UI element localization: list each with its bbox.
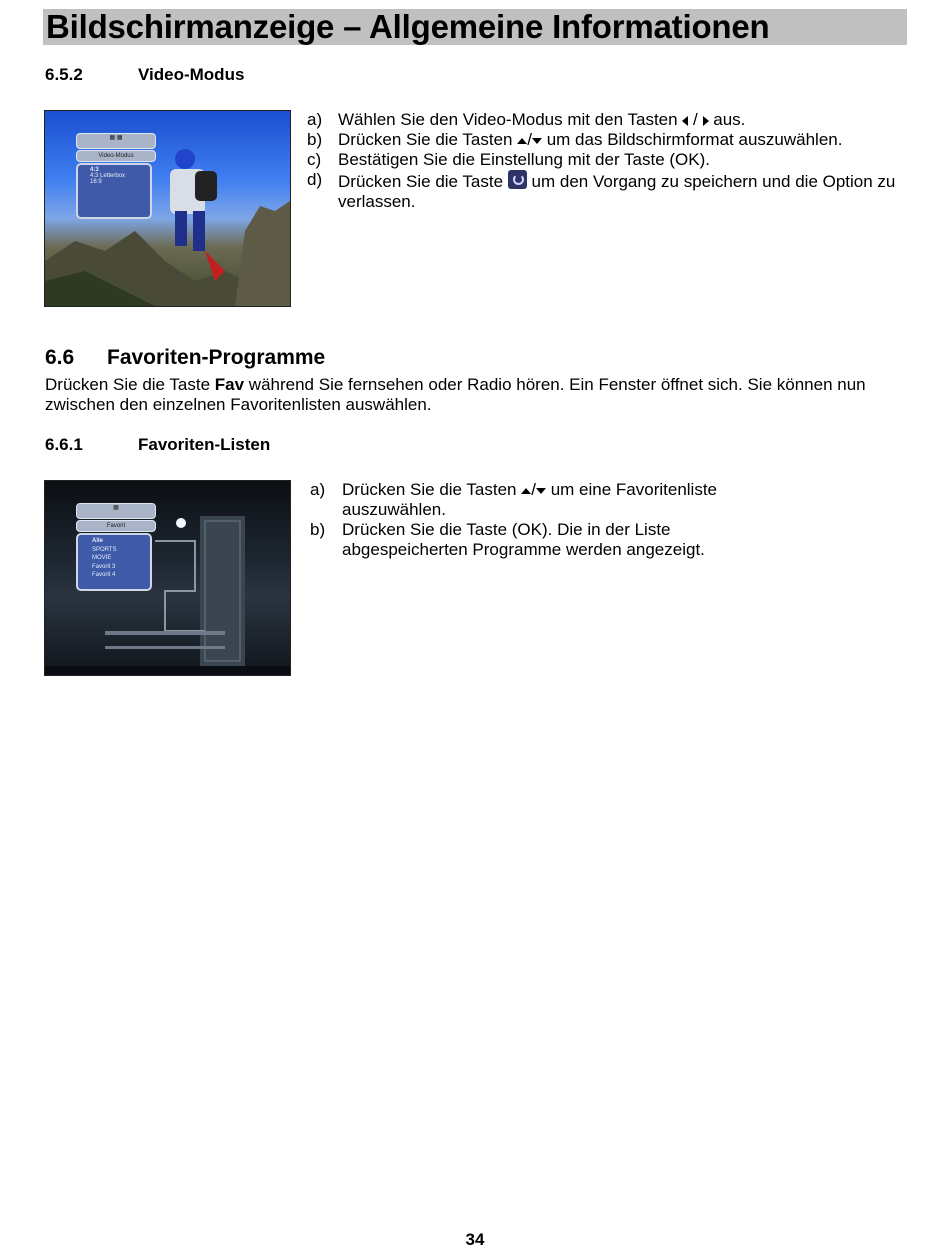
osd-icon-bar: ▦ ▦ [76, 133, 156, 149]
osd-icon-bar: ▦ [76, 503, 156, 519]
step-text: aus. [713, 110, 746, 129]
step-b [310, 520, 745, 560]
step-label: b) [310, 520, 326, 539]
section-652-heading [45, 65, 244, 85]
arrow-left-icon [682, 116, 688, 126]
arrow-down-icon [536, 488, 546, 494]
osd-option[interactable]: 16:9 [90, 179, 102, 185]
step-label: a) [310, 480, 326, 499]
step-label: a) [307, 110, 323, 129]
favorites-osd-menu[interactable] [76, 533, 152, 591]
step-label: b) [307, 130, 323, 149]
favorites-steps [310, 480, 745, 560]
osd-option[interactable]: 4:3 [90, 167, 99, 173]
arrow-up-icon [521, 488, 531, 494]
step-text: um das Bildschirmformat auszuwählen. [546, 130, 843, 149]
fav-key-label: Fav [214, 375, 245, 394]
video-mode-osd-menu[interactable] [76, 163, 152, 219]
step-a [310, 480, 745, 520]
step-text: um den Vorgang zu speichern und die Option zu verlassen. [338, 172, 896, 211]
section-661-title: Favoriten-Listen [138, 435, 271, 454]
step-text: Drücken Sie die Taste [338, 172, 504, 191]
osd-option[interactable]: MOVIE [92, 555, 112, 561]
osd-option[interactable]: Favorit 4 [92, 572, 116, 578]
page-title-bar [43, 9, 907, 45]
section-66-heading [45, 346, 325, 370]
section-66-paragraph [45, 375, 905, 415]
section-66-number: 6.6 [45, 346, 75, 369]
step-label: c) [307, 150, 322, 169]
step-text: Drücken Sie die Taste (OK). Die in der Liste abgespeicherten Programme werden angezeigt. [342, 520, 705, 559]
paragraph-text: während Sie fernsehen oder Radio hören. Ein Fenster öffnet sich. Sie können nun zwischen den einzelnen Favoritenlisten auswählen. [45, 375, 866, 414]
osd-option[interactable]: 4:3 Letterbox [90, 173, 126, 179]
step-text: Bestätigen Sie die Einstellung mit der Taste (OK). [338, 150, 710, 169]
section-661-heading [45, 435, 270, 455]
section-66-title: Favoriten-Programme [107, 346, 326, 369]
arrow-down-icon [532, 138, 542, 144]
step-separator: / [531, 480, 536, 499]
video-mode-osd-header: Video-Modus [76, 150, 156, 162]
arrow-right-icon [703, 116, 709, 126]
step-text: Wählen Sie den Video-Modus mit den Tasten [338, 110, 678, 129]
favorites-screenshot [44, 480, 291, 676]
section-652-number: 6.5.2 [45, 65, 83, 84]
video-mode-steps [307, 110, 917, 212]
arrow-up-icon [517, 138, 527, 144]
step-a [307, 110, 917, 130]
section-652-title: Video-Modus [138, 65, 245, 84]
step-c [307, 150, 917, 170]
page-number: 34 [465, 1230, 485, 1249]
osd-option[interactable]: SPORTS [92, 546, 117, 553]
step-text: Drücken Sie die Tasten [342, 480, 517, 499]
exit-button-icon [508, 170, 527, 189]
section-661-number: 6.6.1 [45, 435, 83, 454]
step-d [307, 170, 917, 212]
osd-option[interactable]: Alle [92, 538, 104, 544]
step-label: d) [307, 170, 323, 189]
paragraph-text: Drücken Sie die Taste [45, 375, 215, 394]
page-title: Bildschirmanzeige – Allgemeine Informationen [46, 8, 770, 45]
step-separator: / [693, 110, 698, 129]
step-text: Drücken Sie die Tasten [338, 130, 513, 149]
video-mode-screenshot [44, 110, 291, 307]
step-text: um eine Favoritenliste auszuwählen. [342, 480, 718, 519]
step-b [307, 130, 917, 150]
step-separator: / [527, 130, 532, 149]
favorites-osd-header: Favorit [76, 520, 156, 532]
osd-option[interactable]: Favorit 3 [92, 563, 116, 570]
